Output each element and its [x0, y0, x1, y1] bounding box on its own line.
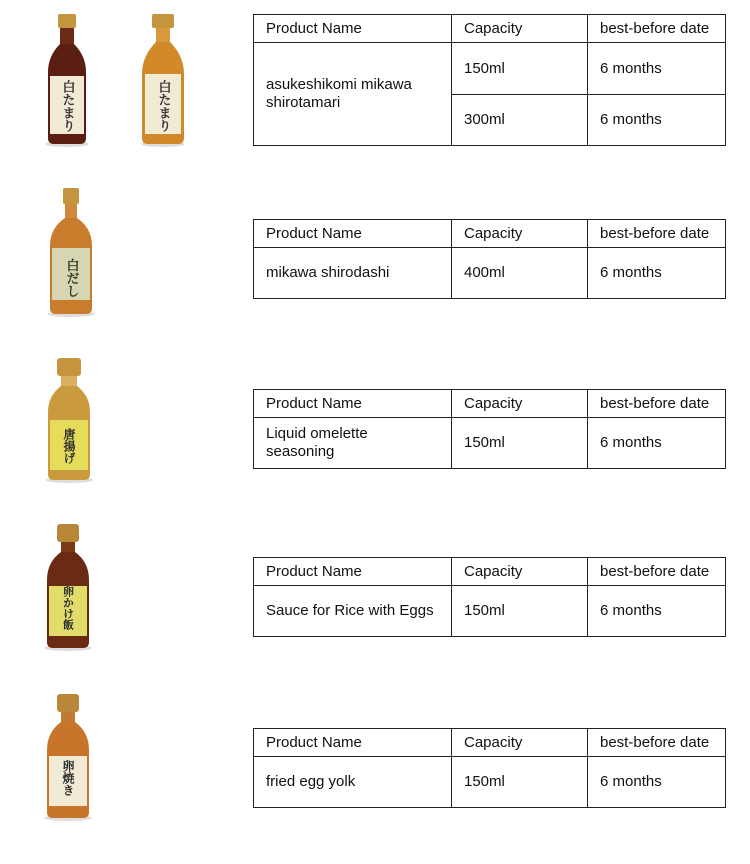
header-product-name: Product Name — [254, 729, 452, 757]
header-capacity: Capacity — [452, 220, 588, 248]
header-product-name: Product Name — [254, 558, 452, 586]
header-best-before: best-before date — [588, 390, 726, 418]
product-spec-table — [253, 219, 726, 299]
sauce-bottle-dark-icon — [40, 524, 96, 652]
product-name-cell: Sauce for Rice with Eggs — [254, 586, 452, 637]
best-before-cell: 6 months — [588, 418, 726, 469]
table-header-row — [254, 729, 726, 757]
soy-sauce-bottle-amber-icon — [136, 14, 190, 148]
table-header-row — [254, 220, 726, 248]
table-header-row — [254, 15, 726, 43]
header-best-before: best-before date — [588, 558, 726, 586]
header-best-before: best-before date — [588, 15, 726, 43]
soy-sauce-bottle-dark-icon — [40, 14, 94, 148]
dashi-bottle-icon — [44, 188, 98, 318]
capacity-cell: 150ml — [452, 757, 588, 808]
header-best-before: best-before date — [588, 220, 726, 248]
table-row — [254, 248, 726, 299]
bottle-label-text: 白たまり — [155, 80, 171, 132]
best-before-cell: 6 months — [588, 248, 726, 299]
best-before-cell: 6 months — [588, 757, 726, 808]
header-product-name: Product Name — [254, 390, 452, 418]
bottle-label-text: 白だし — [63, 258, 79, 298]
capacity-cell: 150ml — [452, 586, 588, 637]
bottle-label-text: 唐揚げ — [62, 428, 76, 464]
table-row — [254, 586, 726, 637]
best-before-cell: 6 months — [588, 95, 726, 146]
capacity-cell: 300ml — [452, 95, 588, 146]
table-row — [254, 757, 726, 808]
product-name-cell: fried egg yolk — [254, 757, 452, 808]
best-before-cell: 6 months — [588, 43, 726, 95]
capacity-cell: 150ml — [452, 418, 588, 469]
product-name-cell: mikawa shirodashi — [254, 248, 452, 299]
header-capacity: Capacity — [452, 390, 588, 418]
seasoning-bottle-yellow-icon — [42, 358, 96, 484]
header-capacity: Capacity — [452, 558, 588, 586]
product-spec-table — [253, 557, 726, 637]
table-row — [254, 43, 726, 95]
header-capacity: Capacity — [452, 729, 588, 757]
table-header-row — [254, 558, 726, 586]
bottle-label-text: 白たまり — [59, 80, 75, 132]
header-product-name: Product Name — [254, 15, 452, 43]
header-product-name: Product Name — [254, 220, 452, 248]
capacity-cell: 400ml — [452, 248, 588, 299]
sauce-bottle-amber-icon — [40, 694, 96, 822]
table-header-row — [254, 390, 726, 418]
capacity-cell: 150ml — [452, 43, 588, 95]
product-spec-table — [253, 14, 726, 146]
product-spec-table — [253, 728, 726, 808]
header-capacity: Capacity — [452, 15, 588, 43]
bottle-label-text: 卵かけ飯 — [61, 586, 75, 630]
header-best-before: best-before date — [588, 729, 726, 757]
best-before-cell: 6 months — [588, 586, 726, 637]
product-name-cell: Liquid omelette seasoning — [254, 418, 452, 469]
product-spec-table — [253, 389, 726, 469]
product-name-cell: asukeshikomi mikawa shirotamari — [254, 43, 452, 146]
bottle-label-text: 卵焼き — [61, 760, 75, 796]
table-row — [254, 418, 726, 469]
